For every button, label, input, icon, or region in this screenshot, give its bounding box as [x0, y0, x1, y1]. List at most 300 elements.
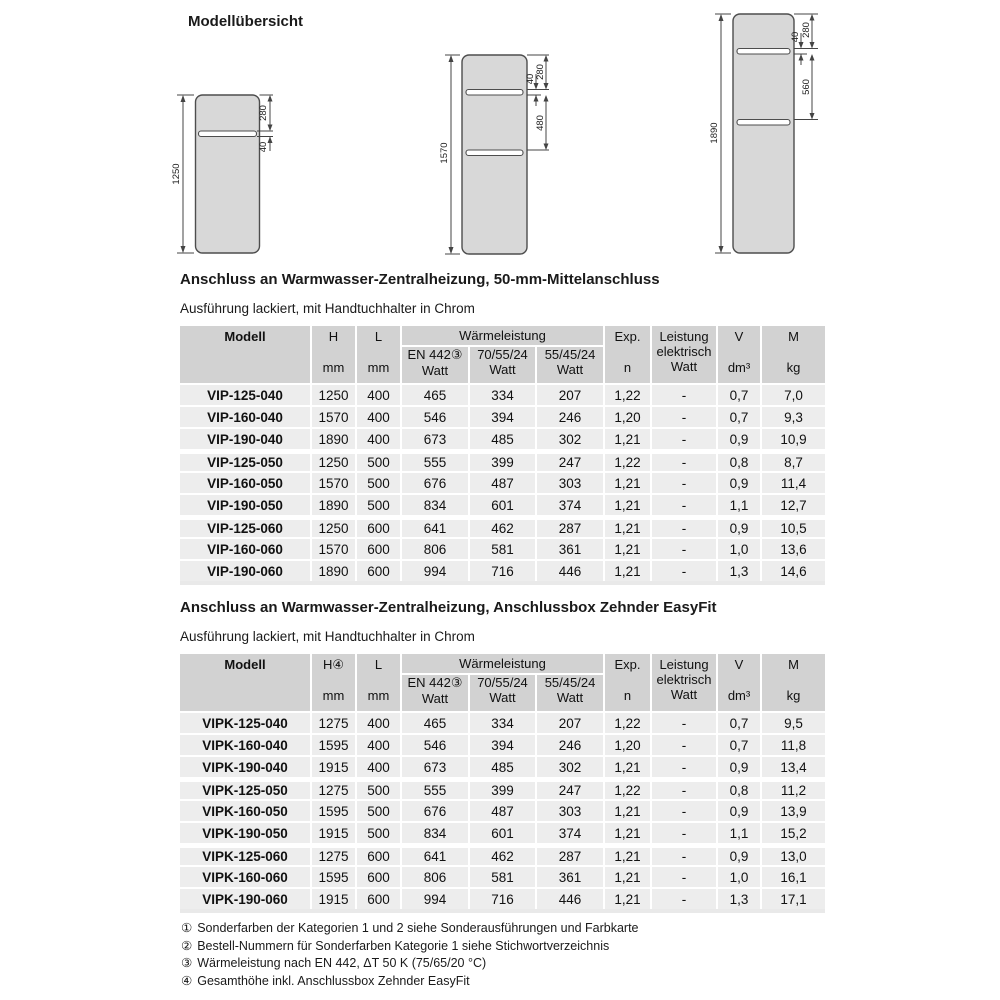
- value-cell: 1,1: [716, 821, 760, 843]
- value-cell: 1250: [310, 383, 355, 405]
- table-row: [180, 887, 825, 909]
- value-cell: 13,4: [760, 755, 825, 777]
- header-label: 70/55/24: [477, 347, 528, 362]
- value-cell: 676: [400, 799, 468, 821]
- value-cell: 1,22: [603, 711, 650, 733]
- value-cell: -: [650, 515, 716, 537]
- dimension-label-total-height: 1250: [171, 163, 182, 185]
- value-cell: 0,9: [716, 515, 760, 537]
- value-cell: 400: [355, 427, 400, 449]
- value-cell: 400: [355, 383, 400, 405]
- value-cell: 1570: [310, 471, 355, 493]
- value-cell: 462: [468, 515, 535, 537]
- footnote-marker: ③: [181, 956, 193, 970]
- unit-label: kg: [786, 688, 801, 703]
- value-cell: 600: [355, 865, 400, 887]
- value-cell: 446: [535, 559, 603, 581]
- value-cell: 0,7: [716, 733, 760, 755]
- value-cell: 1,21: [603, 755, 650, 777]
- value-cell: 1,21: [603, 843, 650, 865]
- section-subtitle: Ausführung lackiert, mit Handtuchhalter in Chrom: [180, 301, 475, 316]
- value-cell: 1570: [310, 405, 355, 427]
- value-cell: 600: [355, 843, 400, 865]
- value-cell: 17,1: [760, 887, 825, 909]
- value-cell: 487: [468, 471, 535, 493]
- value-cell: 0,7: [716, 711, 760, 733]
- value-cell: 13,0: [760, 843, 825, 865]
- value-cell: 361: [535, 865, 603, 887]
- value-cell: 400: [355, 405, 400, 427]
- column-header-modell: [180, 326, 310, 383]
- column-header-v: [716, 654, 760, 711]
- value-cell: 500: [355, 493, 400, 515]
- dimension-label-bar-height: 40: [790, 31, 801, 43]
- value-cell: 1,21: [603, 865, 650, 887]
- table-row: [180, 383, 825, 405]
- value-cell: 546: [400, 733, 468, 755]
- table-row: [180, 777, 825, 799]
- footnote: [181, 920, 841, 938]
- header-label: M: [788, 329, 799, 344]
- value-cell: 400: [355, 755, 400, 777]
- towel-bar-lower: [737, 120, 790, 126]
- radiator-outline: [733, 14, 794, 253]
- unit-label: Watt: [489, 362, 516, 377]
- model-cell: VIP-190-040: [180, 427, 310, 449]
- towel-bar-lower: [466, 150, 523, 156]
- radiator-diagram-1250: [165, 88, 285, 266]
- header-label: V: [734, 329, 744, 344]
- value-cell: 1890: [310, 493, 355, 515]
- model-cell: VIPK-190-040: [180, 755, 310, 777]
- section-easyfit: [180, 599, 830, 913]
- footnote-marker: ②: [181, 938, 193, 953]
- value-cell: 1,3: [716, 559, 760, 581]
- footnote: [181, 973, 841, 991]
- value-cell: 11,2: [760, 777, 825, 799]
- dimension-label-top-offset: 280: [258, 105, 269, 121]
- column-header-h: [310, 326, 355, 383]
- value-cell: 7,0: [760, 383, 825, 405]
- towel-bar-upper: [737, 49, 790, 55]
- header-label: Leistung elektrisch: [656, 657, 712, 687]
- radiator-outline: [196, 95, 260, 253]
- header-label: L: [374, 329, 383, 344]
- model-cell: VIP-160-050: [180, 471, 310, 493]
- value-cell: 446: [535, 887, 603, 909]
- column-header-v: [716, 326, 760, 383]
- dimension-label-total-height: 1570: [439, 142, 450, 164]
- dimension-label-top-offset: 280: [801, 22, 812, 38]
- table-row: [180, 493, 825, 515]
- section-subtitle: Ausführung lackiert, mit Handtuchhalter in Chrom: [180, 629, 475, 644]
- unit-label: mm: [367, 688, 390, 703]
- table-row: [180, 865, 825, 887]
- page-title: Modellübersicht: [188, 13, 304, 30]
- header-label: Modell: [224, 657, 266, 672]
- towel-bar-upper: [466, 90, 523, 96]
- unit-label: dm³: [727, 688, 751, 703]
- value-cell: 0,7: [716, 383, 760, 405]
- model-cell: VIP-160-040: [180, 405, 310, 427]
- column-header-modell: [180, 654, 310, 711]
- column-header-m: [760, 326, 825, 383]
- dimension-label-bar-gap: 480: [535, 115, 546, 131]
- value-cell: 246: [535, 733, 603, 755]
- column-header-en442: [400, 675, 468, 711]
- value-cell: 334: [468, 711, 535, 733]
- value-cell: 600: [355, 887, 400, 909]
- value-cell: 1915: [310, 887, 355, 909]
- value-cell: 500: [355, 449, 400, 471]
- model-cell: VIP-190-060: [180, 559, 310, 581]
- value-cell: 1890: [310, 427, 355, 449]
- spec-table-vip: [180, 326, 825, 585]
- value-cell: 1595: [310, 865, 355, 887]
- value-cell: 10,5: [760, 515, 825, 537]
- value-cell: 1,21: [603, 887, 650, 909]
- table-row: [180, 733, 825, 755]
- unit-label: mm: [322, 360, 345, 375]
- value-cell: 994: [400, 887, 468, 909]
- value-cell: 1,21: [603, 799, 650, 821]
- value-cell: 462: [468, 843, 535, 865]
- value-cell: 287: [535, 515, 603, 537]
- value-cell: 1,1: [716, 493, 760, 515]
- value-cell: 11,4: [760, 471, 825, 493]
- value-cell: 399: [468, 777, 535, 799]
- header-label: EN 442③: [407, 675, 463, 690]
- section-mittelanschluss: [180, 271, 830, 585]
- value-cell: 834: [400, 821, 468, 843]
- unit-label: n: [623, 360, 632, 375]
- table-row: [180, 537, 825, 559]
- model-cell: VIPK-190-050: [180, 821, 310, 843]
- header-label: L: [374, 657, 383, 672]
- section-title: Anschluss an Warmwasser-Zentralheizung, 50-mm-Mittelanschluss: [180, 271, 660, 288]
- table-row: [180, 821, 825, 843]
- radiator-diagram-1890: [708, 7, 823, 259]
- radiator-body: [196, 95, 260, 253]
- unit-label: Watt: [556, 362, 584, 377]
- spec-table-vipk: [180, 654, 825, 913]
- value-cell: -: [650, 471, 716, 493]
- column-header-leistung-elektrisch: [650, 326, 716, 383]
- value-cell: 601: [468, 821, 535, 843]
- value-cell: 806: [400, 537, 468, 559]
- value-cell: 394: [468, 733, 535, 755]
- column-header-h: [310, 654, 355, 711]
- header-label: H: [328, 329, 339, 344]
- value-cell: -: [650, 887, 716, 909]
- value-cell: 1,20: [603, 733, 650, 755]
- model-cell: VIPK-160-040: [180, 733, 310, 755]
- value-cell: 1275: [310, 777, 355, 799]
- header-label: Exp.: [614, 657, 641, 672]
- header-label: H④: [322, 657, 345, 672]
- model-cell: VIPK-125-060: [180, 843, 310, 865]
- value-cell: 0,9: [716, 471, 760, 493]
- footnote-text: Sonderfarben der Kategorien 1 und 2 siehe Sonderausführungen und Farbkarte: [197, 921, 639, 935]
- column-header-exp: [603, 654, 650, 711]
- value-cell: 207: [535, 711, 603, 733]
- value-cell: 287: [535, 843, 603, 865]
- section-title: Anschluss an Warmwasser-Zentralheizung, Anschlussbox Zehnder EasyFit: [180, 599, 717, 616]
- value-cell: 374: [535, 821, 603, 843]
- value-cell: 1,22: [603, 449, 650, 471]
- value-cell: 400: [355, 711, 400, 733]
- spec-table-body: [180, 711, 825, 909]
- value-cell: 485: [468, 755, 535, 777]
- value-cell: 600: [355, 515, 400, 537]
- table-row: [180, 755, 825, 777]
- dimension-label-top-offset: 280: [535, 64, 546, 80]
- value-cell: 1,21: [603, 427, 650, 449]
- value-cell: 1,21: [603, 493, 650, 515]
- value-cell: 1,0: [716, 537, 760, 559]
- value-cell: 1595: [310, 799, 355, 821]
- footnote-marker: ④: [181, 973, 193, 988]
- footnote-text: Gesamthöhe inkl. Anschlussbox Zehnder EasyFit: [197, 973, 470, 988]
- value-cell: 716: [468, 887, 535, 909]
- footnotes: [181, 920, 841, 990]
- value-cell: 600: [355, 537, 400, 559]
- table-row: [180, 427, 825, 449]
- value-cell: 1250: [310, 449, 355, 471]
- header-label: Leistung elektrisch: [656, 329, 712, 359]
- header-label: V: [734, 657, 744, 672]
- header-label: 70/55/24: [477, 675, 528, 690]
- value-cell: -: [650, 559, 716, 581]
- value-cell: 15,2: [760, 821, 825, 843]
- unit-label: Watt: [670, 359, 698, 374]
- value-cell: 641: [400, 843, 468, 865]
- unit-label: Watt: [670, 687, 698, 702]
- value-cell: 1,21: [603, 471, 650, 493]
- header-row-primary: [180, 654, 825, 675]
- column-header-554524: [535, 675, 603, 711]
- model-cell: VIP-190-050: [180, 493, 310, 515]
- value-cell: 546: [400, 405, 468, 427]
- value-cell: 1890: [310, 559, 355, 581]
- value-cell: 10,9: [760, 427, 825, 449]
- column-header-waermeleistung: [400, 326, 603, 347]
- unit-label: Watt: [421, 363, 449, 378]
- value-cell: 806: [400, 865, 468, 887]
- model-cell: VIP-125-050: [180, 449, 310, 471]
- model-cell: VIP-125-060: [180, 515, 310, 537]
- value-cell: -: [650, 711, 716, 733]
- value-cell: 465: [400, 383, 468, 405]
- header-label: Wärmeleistung: [459, 656, 546, 671]
- footnote-text: Wärmeleistung nach EN 442, ΔT 50 K (75/65/20 °C): [197, 956, 487, 970]
- value-cell: 600: [355, 559, 400, 581]
- model-cell: VIPK-190-060: [180, 887, 310, 909]
- header-label: Wärmeleistung: [459, 328, 546, 343]
- radiator-diagram-1570: [435, 48, 557, 260]
- value-cell: 0,9: [716, 427, 760, 449]
- value-cell: -: [650, 755, 716, 777]
- value-cell: -: [650, 733, 716, 755]
- value-cell: 487: [468, 799, 535, 821]
- model-cell: VIPK-160-050: [180, 799, 310, 821]
- header-label: EN 442③: [407, 347, 463, 362]
- value-cell: 673: [400, 755, 468, 777]
- value-cell: 0,8: [716, 777, 760, 799]
- footnote-marker: ①: [181, 921, 193, 935]
- table-row: [180, 559, 825, 581]
- table-row: [180, 799, 825, 821]
- value-cell: 465: [400, 711, 468, 733]
- header-label: 55/45/24: [544, 675, 596, 690]
- unit-label: kg: [786, 360, 801, 375]
- value-cell: 246: [535, 405, 603, 427]
- model-cell: VIP-125-040: [180, 383, 310, 405]
- value-cell: 1,21: [603, 537, 650, 559]
- column-header-m: [760, 654, 825, 711]
- header-label: Modell: [224, 329, 266, 344]
- model-cell: VIPK-125-050: [180, 777, 310, 799]
- value-cell: 1,20: [603, 405, 650, 427]
- value-cell: 16,1: [760, 865, 825, 887]
- column-header-705524: [468, 675, 535, 711]
- value-cell: 399: [468, 449, 535, 471]
- value-cell: 1250: [310, 515, 355, 537]
- value-cell: 1,0: [716, 865, 760, 887]
- value-cell: 994: [400, 559, 468, 581]
- value-cell: 1275: [310, 843, 355, 865]
- value-cell: 303: [535, 471, 603, 493]
- footnote-text: Bestell-Nummern für Sonderfarben Kategorie 1 siehe Stichwortverzeichnis: [197, 938, 610, 953]
- value-cell: -: [650, 405, 716, 427]
- dimension-label-bar-height: 40: [525, 73, 536, 85]
- value-cell: 0,7: [716, 405, 760, 427]
- unit-label: Watt: [489, 690, 516, 705]
- value-cell: -: [650, 777, 716, 799]
- unit-label: mm: [322, 688, 345, 703]
- table-row: [180, 471, 825, 493]
- radiator-outline: [462, 55, 527, 254]
- table-row: [180, 711, 825, 733]
- header-label: 55/45/24: [544, 347, 596, 362]
- value-cell: 1,3: [716, 887, 760, 909]
- dimension-label-bar-gap: 560: [801, 79, 812, 95]
- value-cell: 13,6: [760, 537, 825, 559]
- header-row-primary: [180, 326, 825, 347]
- value-cell: 500: [355, 799, 400, 821]
- value-cell: 0,9: [716, 843, 760, 865]
- column-header-l: [355, 326, 400, 383]
- value-cell: -: [650, 799, 716, 821]
- unit-label: mm: [367, 360, 390, 375]
- value-cell: 676: [400, 471, 468, 493]
- column-header-waermeleistung: [400, 654, 603, 675]
- unit-label: Watt: [421, 691, 449, 706]
- value-cell: 247: [535, 777, 603, 799]
- table-row: [180, 405, 825, 427]
- value-cell: -: [650, 449, 716, 471]
- value-cell: -: [650, 493, 716, 515]
- value-cell: 9,3: [760, 405, 825, 427]
- value-cell: 8,7: [760, 449, 825, 471]
- footnote: [181, 955, 841, 973]
- value-cell: 1275: [310, 711, 355, 733]
- value-cell: 555: [400, 777, 468, 799]
- value-cell: 1,21: [603, 515, 650, 537]
- towel-bar: [199, 131, 257, 137]
- value-cell: 500: [355, 471, 400, 493]
- dimension-label-total-height: 1890: [709, 122, 720, 144]
- column-header-leistung-elektrisch: [650, 654, 716, 711]
- value-cell: -: [650, 821, 716, 843]
- value-cell: 302: [535, 755, 603, 777]
- value-cell: 247: [535, 449, 603, 471]
- table-row: [180, 843, 825, 865]
- column-header-en442: [400, 347, 468, 383]
- spec-table-body: [180, 383, 825, 581]
- value-cell: 1,22: [603, 777, 650, 799]
- column-header-705524: [468, 347, 535, 383]
- value-cell: 716: [468, 559, 535, 581]
- value-cell: 1,21: [603, 559, 650, 581]
- unit-label: n: [623, 688, 632, 703]
- model-cell: VIPK-160-060: [180, 865, 310, 887]
- unit-label: Watt: [556, 690, 584, 705]
- value-cell: 1570: [310, 537, 355, 559]
- value-cell: 303: [535, 799, 603, 821]
- model-cell: VIPK-125-040: [180, 711, 310, 733]
- table-row: [180, 515, 825, 537]
- value-cell: -: [650, 537, 716, 559]
- value-cell: 14,6: [760, 559, 825, 581]
- header-label: M: [788, 657, 799, 672]
- column-header-l: [355, 654, 400, 711]
- value-cell: 500: [355, 777, 400, 799]
- value-cell: 11,8: [760, 733, 825, 755]
- value-cell: 581: [468, 865, 535, 887]
- column-header-554524: [535, 347, 603, 383]
- value-cell: 500: [355, 821, 400, 843]
- column-header-exp: [603, 326, 650, 383]
- header-label: Exp.: [614, 329, 641, 344]
- dimension-label-bar-height: 40: [258, 141, 269, 153]
- value-cell: 394: [468, 405, 535, 427]
- value-cell: 1,22: [603, 383, 650, 405]
- value-cell: 13,9: [760, 799, 825, 821]
- value-cell: 641: [400, 515, 468, 537]
- value-cell: 0,9: [716, 755, 760, 777]
- value-cell: 555: [400, 449, 468, 471]
- value-cell: 361: [535, 537, 603, 559]
- value-cell: 334: [468, 383, 535, 405]
- value-cell: 1915: [310, 755, 355, 777]
- value-cell: 9,5: [760, 711, 825, 733]
- value-cell: 374: [535, 493, 603, 515]
- value-cell: 0,9: [716, 799, 760, 821]
- model-cell: VIP-160-060: [180, 537, 310, 559]
- value-cell: 207: [535, 383, 603, 405]
- value-cell: 400: [355, 733, 400, 755]
- value-cell: 302: [535, 427, 603, 449]
- value-cell: -: [650, 383, 716, 405]
- value-cell: 1,21: [603, 821, 650, 843]
- table-row: [180, 449, 825, 471]
- value-cell: 1915: [310, 821, 355, 843]
- value-cell: -: [650, 843, 716, 865]
- value-cell: 581: [468, 537, 535, 559]
- value-cell: 485: [468, 427, 535, 449]
- value-cell: 0,8: [716, 449, 760, 471]
